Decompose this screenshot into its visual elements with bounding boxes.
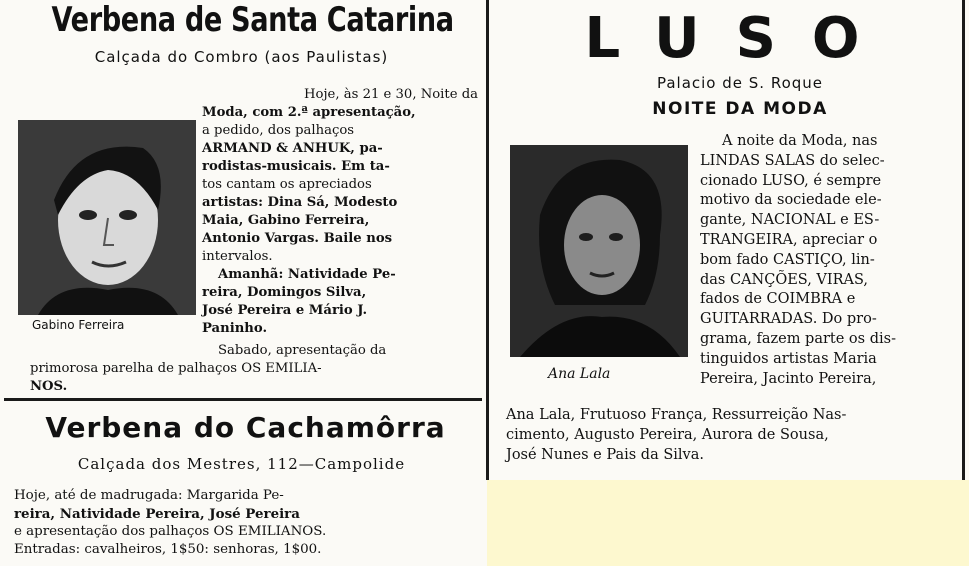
text-line: das CANÇÕES, VIRAS,	[700, 271, 869, 288]
text-line: GUITARRADAS. Do pro-	[700, 311, 877, 328]
text-line: LINDAS SALAS do selec-	[700, 152, 885, 169]
text-line: e apresentação dos palhaços OS EMILIANOS.	[14, 524, 327, 539]
text-line: tos cantam os apreciados	[202, 177, 372, 192]
text-line: reira, Natividade Pereira, José Pereira	[14, 506, 300, 522]
text-line: José Nunes e Pais da Silva.	[506, 446, 704, 463]
right-border	[962, 0, 965, 480]
text-line: A noite da Moda, nas	[722, 133, 878, 149]
text-line: Hoje, às 21 e 30, Noite da	[304, 87, 478, 102]
text-line: motivo da sociedade ele-	[700, 192, 882, 209]
ad-subtitle-cachamorra-address: Calçada dos Mestres, 112—Campolide	[77, 455, 406, 473]
text-line: José Pereira e Mário J.	[202, 303, 368, 318]
text-line: Moda, com 2.ª apresentação,	[202, 105, 416, 120]
paragraph-sabado	[30, 342, 480, 396]
luso-subtitle: Palacio de S. Roque	[656, 74, 824, 92]
column-divider	[486, 0, 489, 480]
text-line: intervalos.	[202, 249, 273, 264]
text-line: artistas: Dina Sá, Modesto	[202, 195, 398, 210]
luso-paragraph	[700, 132, 958, 389]
luso-heading: NOITE DA MODA	[652, 99, 828, 119]
caption-ana-lala: Ana Lala	[548, 366, 611, 382]
paragraph-cachamorra	[14, 487, 480, 559]
text-line: cionado LUSO, é sempre	[700, 172, 882, 189]
caption-gabino-ferreira: Gabino Ferreira	[32, 318, 125, 332]
text-line: bom fado CASTIÇO, lin-	[700, 251, 875, 268]
text-line: gante, NACIONAL e ES-	[700, 212, 880, 229]
text-line: rodistas-musicais. Em ta-	[202, 159, 390, 174]
luso-paragraph-continued	[506, 406, 958, 465]
text-line: fados de COIMBRA e	[700, 291, 856, 308]
blank-area	[487, 480, 969, 566]
text-line: grama, fazem parte os dis-	[700, 330, 896, 347]
ad-title-santa-catarina: Verbena de Santa Catarina	[51, 0, 454, 40]
ad-subtitle-address: Calçada do Combro (aos Paulistas)	[94, 48, 389, 66]
text-line: ARMAND & ANHUK, pa-	[202, 141, 383, 156]
text-line: Amanhã: Natividade Pe-	[218, 267, 396, 282]
text-line: reira, Domingos Silva,	[202, 285, 367, 300]
text-line: Entradas: cavalheiros, 1$50: senhoras, 1$00.	[14, 542, 322, 557]
paragraph-noite-da-moda	[202, 86, 478, 266]
text-line: NOS.	[30, 379, 68, 394]
text-line: Paninho.	[202, 321, 268, 336]
text-line: Maia, Gabino Ferreira,	[202, 213, 370, 228]
paragraph-amanha	[202, 266, 478, 338]
text-line: cimento, Augusto Pereira, Aurora de Sousa,	[506, 426, 829, 443]
text-line: Antonio Vargas. Baile nos	[202, 231, 393, 246]
text-line: a pedido, dos palhaços	[202, 123, 355, 138]
text-line: primorosa parelha de palhaços OS EMILIA-	[30, 361, 322, 376]
text-line: TRANGEIRA, apreciar o	[700, 231, 878, 248]
photo-gabino-ferreira	[18, 120, 196, 315]
text-line: Sabado, apresentação da	[218, 343, 387, 358]
text-line: Ana Lala, Frutuoso França, Ressurreição Nas-	[506, 407, 847, 423]
ad-title-cachamorra: Verbena do Cachamôrra	[45, 411, 446, 444]
ad-title-luso: LUSO	[584, 6, 896, 71]
photo-ana-lala	[510, 145, 688, 357]
text-line: tinguidos artistas Maria	[700, 350, 877, 367]
text-line: Hoje, até de madrugada: Margarida Pe-	[14, 488, 284, 503]
section-divider	[4, 398, 482, 401]
text-line: Pereira, Jacinto Pereira,	[700, 370, 877, 387]
